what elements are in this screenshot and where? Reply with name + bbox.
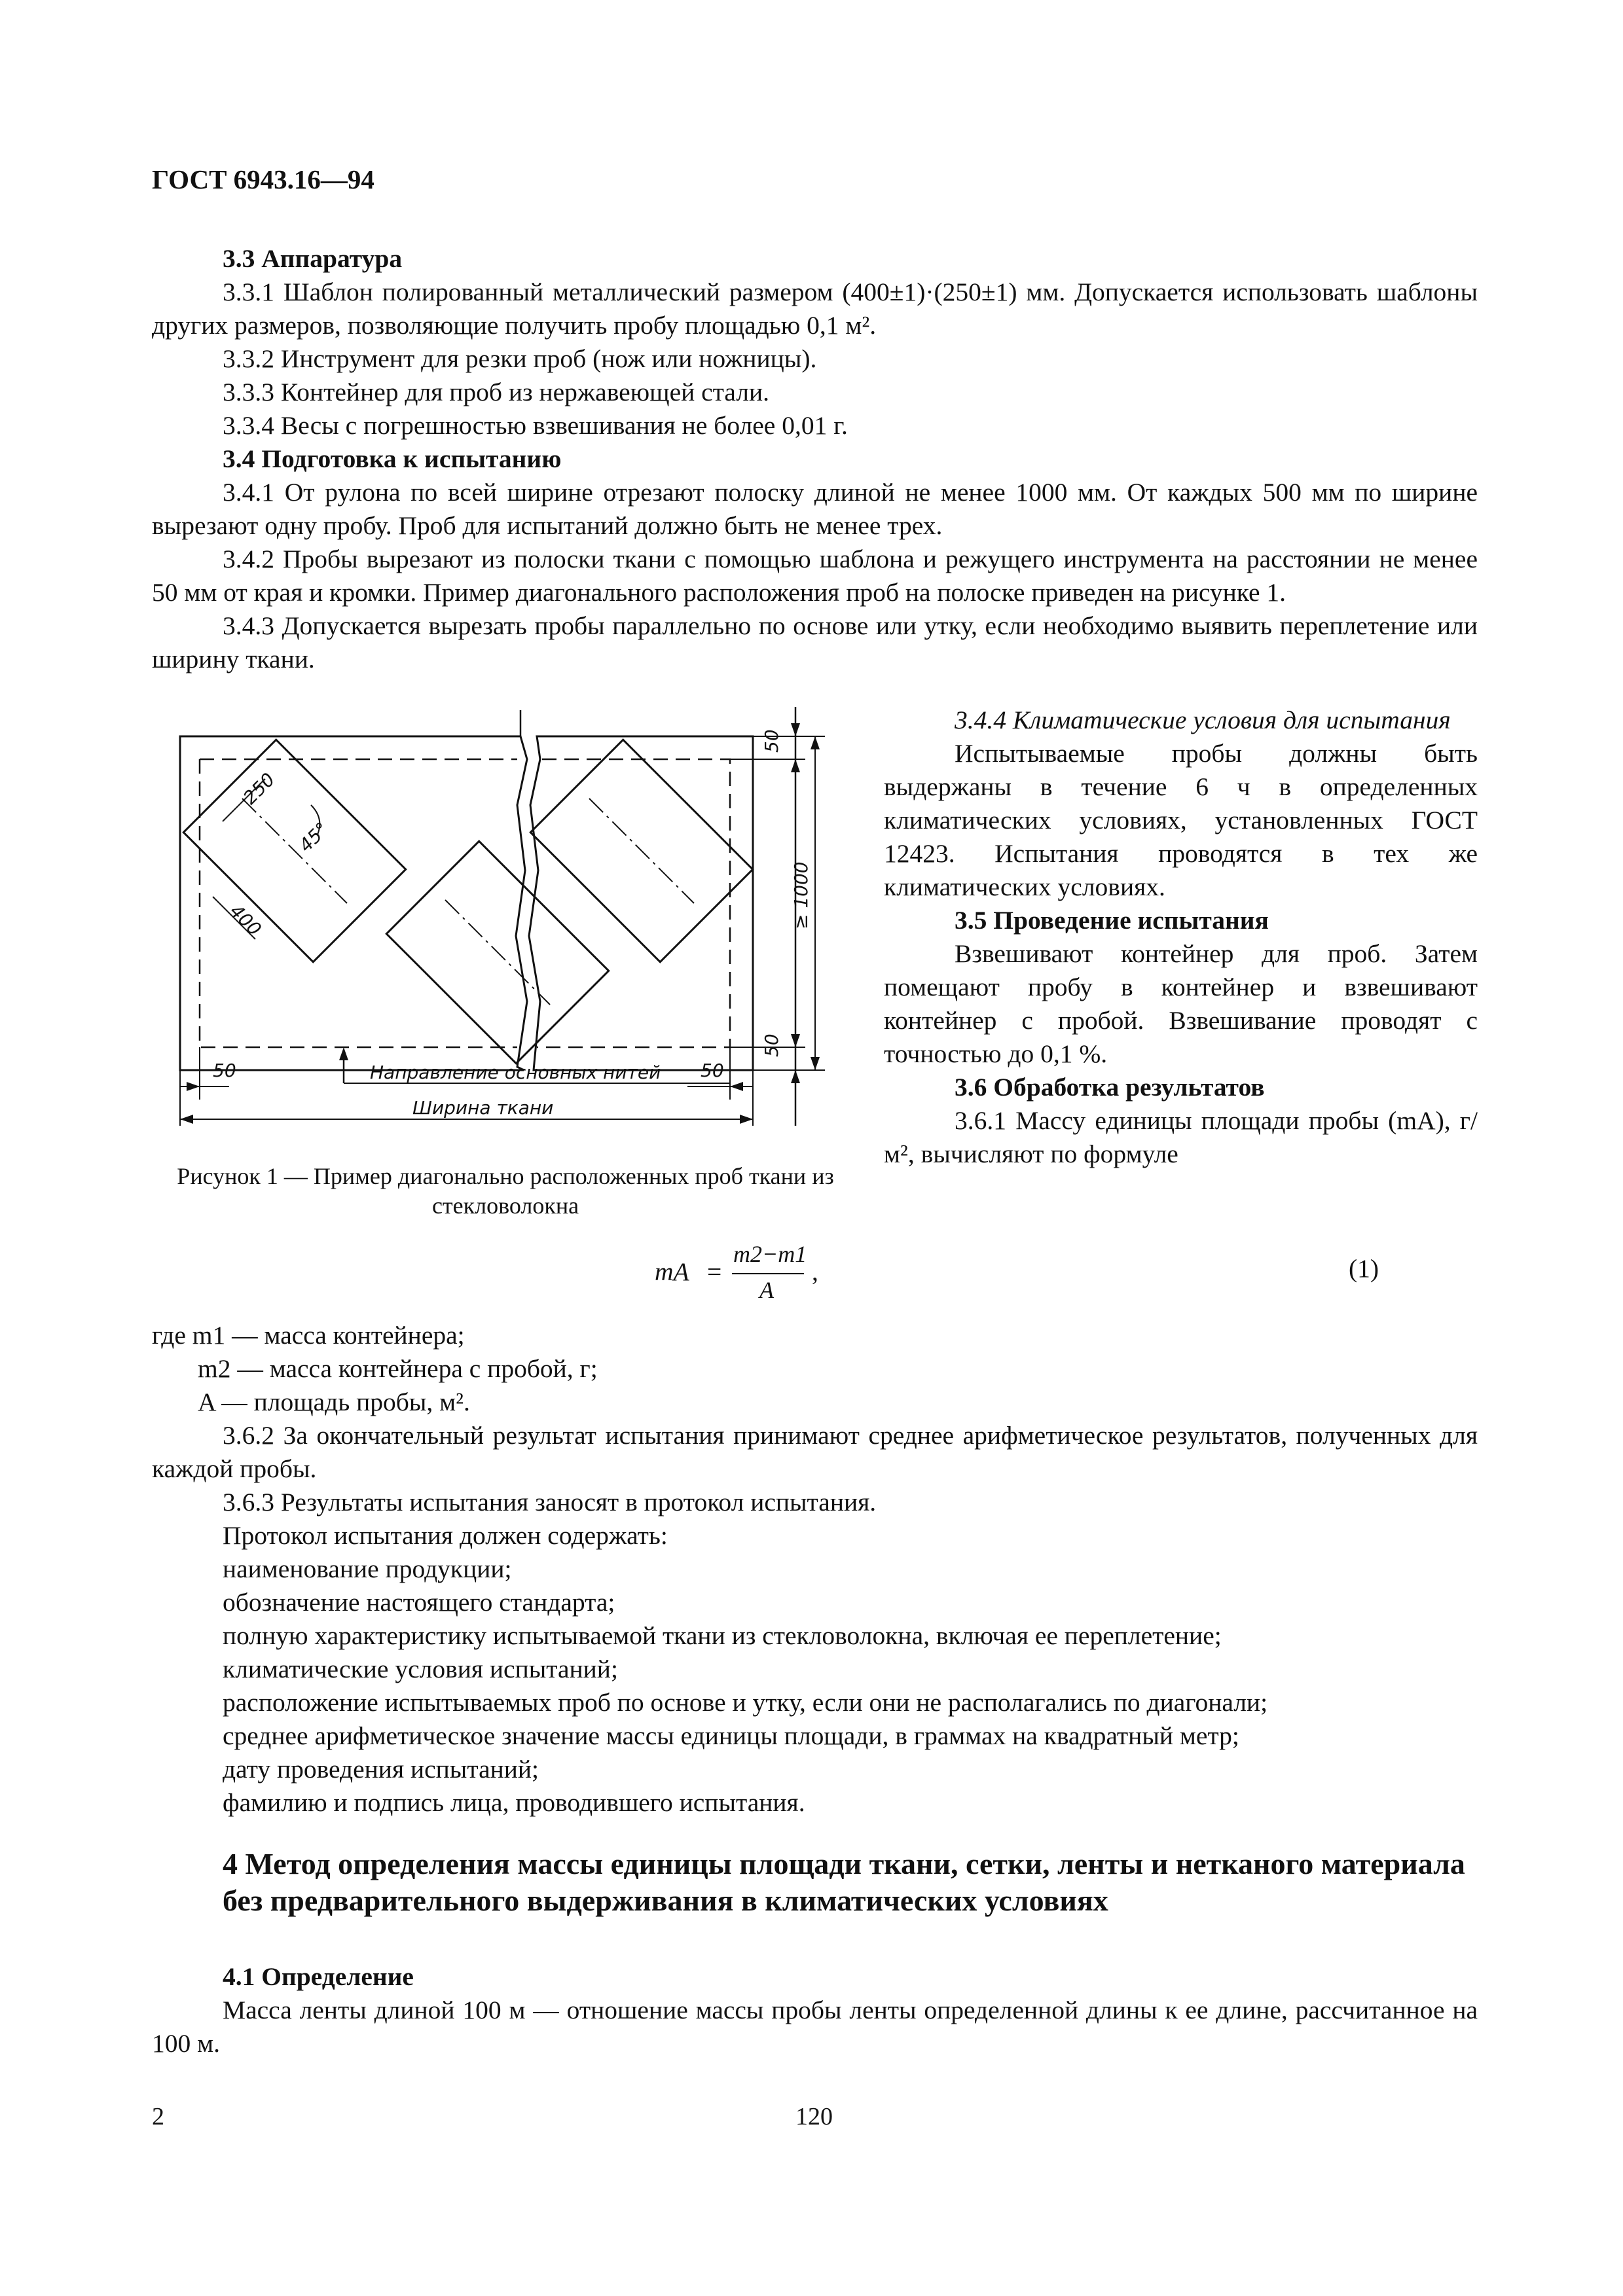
protocol-item: обозначение настоящего стандарта; [223, 1588, 615, 1617]
figure-label-50-left: 50 [213, 1060, 236, 1081]
section-4-1-block [152, 1960, 1478, 2060]
where-line-3: A — площадь пробы, м². [198, 1388, 470, 1416]
figure-label-250: 250 [239, 768, 280, 809]
section-3-4-4-heading: 3.4.4 Климатические условия для испытания [955, 706, 1451, 734]
protocol-item: среднее арифметическое значение массы единицы площади, в граммах на квадратный метр; [223, 1721, 1239, 1750]
paragraph-3-6-3: 3.6.3 Результаты испытания заносят в протокол испытания. [223, 1488, 877, 1516]
paragraph-3-3-3: 3.3.3 Контейнер для проб из нержавеющей стали. [223, 378, 769, 406]
right-column [884, 704, 1478, 1171]
dashed-boundary-right [537, 759, 730, 1047]
protocol-item: дату проведения испытаний; [223, 1755, 539, 1784]
where-line-2: m2 — масса контейнера с пробой, г; [198, 1354, 598, 1383]
protocol-item: наименование продукции; [223, 1554, 512, 1583]
section-3-6-heading: 3.6 Обработка результатов [955, 1073, 1265, 1102]
section-4-heading: 4 Метод определения массы единицы площади ткани, сетки, ленты и нетканого материала без предварительного выдерживания в климатических условиях [223, 1847, 1465, 1917]
paragraph-4-1: Масса ленты длиной 100 м — отношение массы пробы ленты определенной длины к ее длине, рассчитанное на 100 м. [152, 1996, 1478, 2058]
where-line-1: где m1 — масса контейнера; [152, 1321, 465, 1350]
paragraph-3-4-3: 3.4.3 Допускается вырезать пробы параллельно по основе или утку, если необходимо выявить переплетение или ширину ткани. [152, 611, 1478, 673]
figure-1-diagram [151, 707, 877, 1158]
section-3-3-heading: 3.3 Аппаратура [223, 244, 403, 273]
paragraph-3-5: Взвешивают контейнер для проб. Затем помещают пробу в контейнер и взвешивают контейнер с пробой. Взвешивание проводят с точностью до 0,1 %. [884, 939, 1478, 1068]
protocol-item: расположение испытываемых проб по основе и утку, если они не располагались по диагонали; [223, 1688, 1268, 1717]
formula-numerator: m2−m1 [733, 1241, 807, 1267]
paragraph-3-3-1: 3.3.1 Шаблон полированный металлический размером (400±1)·(250±1) мм. Допускается использовать шаблоны других размеров, позволяющие получить пробу площадью 0,1 м². [152, 278, 1478, 340]
document-header: ГОСТ 6943.16—94 [152, 164, 374, 194]
figure-label-400: 400 [225, 900, 266, 941]
formula-denominator: A [759, 1277, 774, 1303]
formula-number: (1) [1349, 1254, 1379, 1283]
paragraph-3-6-2: 3.6.2 За окончательный результат испытания принимают среднее арифметическое результатов, полученных для каждой пробы. [152, 1421, 1478, 1483]
figure-label-direction: Направление основных нитей [370, 1062, 661, 1083]
figure-label-50-top: 50 [761, 729, 782, 753]
section-4-1-heading: 4.1 Определение [223, 1962, 414, 1991]
paragraph-3-4-2: 3.4.2 Пробы вырезают из полоски ткани с помощью шаблона и режущего инструмента на расстоянии не менее 50 мм от края и кромки. Пример диагонального расположения проб на полоске приведен на рисунке 1. [152, 545, 1478, 607]
section-4-heading-block [223, 1846, 1480, 1919]
paragraph-3-4-4: Испытываемые пробы должны быть выдержаны в течение 6 ч в определенных климатических условиях, установленных ГОСТ 12423. Испытания проводятся в тех же климатических условиях. [884, 739, 1478, 901]
strip-outline-left [180, 736, 527, 1070]
protocol-item: фамилию и подпись лица, проводившего испытания. [223, 1788, 805, 1817]
lower-text-block [152, 1319, 1478, 1820]
section-3-4-heading: 3.4 Подготовка к испытанию [223, 444, 562, 473]
figure-label-50-right: 50 [701, 1060, 724, 1081]
paragraph-3-4-1: 3.4.1 От рулона по всей ширине отрезают полоску длиной не менее 1000 мм. От каждых 500 мм по ширине вырезают одну пробу. Проб для испытаний должно быть не менее трех. [152, 478, 1478, 540]
figure-caption: Рисунок 1 — Пример диагонально расположенных проб ткани из стекловолокна [177, 1163, 834, 1219]
figure-label-45: 45° [295, 817, 333, 857]
figure-label-50-bottom: 50 [761, 1033, 782, 1057]
figure-label-width: Ширина ткани [412, 1097, 554, 1119]
figure-label-ge1000: ≥ 1000 [790, 861, 812, 929]
formula-lhs: mA [655, 1257, 689, 1286]
section-3-5-heading: 3.5 Проведение испытания [955, 906, 1269, 935]
paragraph-3-3-2: 3.3.2 Инструмент для резки проб (нож или ножницы). [223, 344, 817, 373]
top-text-block [152, 242, 1478, 676]
paragraph-3-3-4: 3.3.4 Весы с погрешностью взвешивания не более 0,01 г. [223, 411, 848, 440]
formula-1: mA = m2−m1 A , [655, 1241, 818, 1303]
page-number-center: 120 [795, 2103, 833, 2130]
page-number-left: 2 [152, 2103, 164, 2130]
protocol-intro: Протокол испытания должен содержать: [223, 1521, 668, 1550]
protocol-item: климатические условия испытаний; [223, 1655, 618, 1683]
paragraph-3-6-1: 3.6.1 Массу единицы площади пробы (mA), г/м², вычисляют по формуле [884, 1106, 1478, 1168]
protocol-item: полную характеристику испытываемой ткани из стекловолокна, включая ее переплетение; [223, 1621, 1222, 1650]
